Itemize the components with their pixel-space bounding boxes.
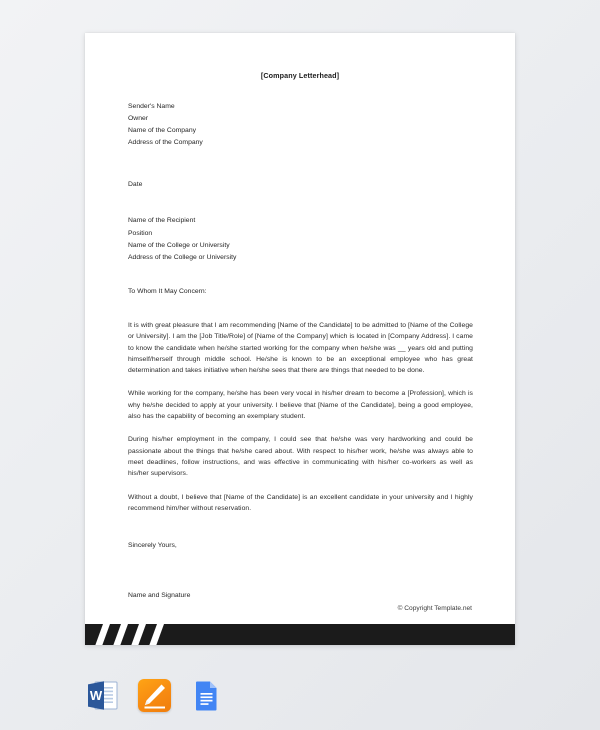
diagonal-stripe bbox=[111, 624, 130, 645]
recipient-line: Address of the College or University bbox=[128, 253, 237, 261]
spacer bbox=[128, 298, 473, 320]
sender-line: Name of the Company bbox=[128, 127, 197, 135]
recipient-address-block bbox=[128, 215, 473, 263]
closing-salutation: Sincerely Yours, bbox=[128, 542, 177, 550]
sender-line: Address of the Company bbox=[128, 139, 203, 147]
spacer bbox=[128, 552, 473, 592]
google-docs-icon[interactable] bbox=[190, 679, 223, 712]
spacer bbox=[128, 480, 473, 492]
recipient-line: Name of the Recipient bbox=[128, 217, 196, 225]
body-paragraph: It is with great pleasure that I am recommending [Name of the Candidate] to be admitted to [Name of the College or University]. I am the [Job Title/Role] of [Name of the Company] which is located in [Company Address]. I came to know the candidate when he/she started working for the company when he/she was __ years old and putting himself/herself through middle school. He/she is known to be an exceptional employee who has great determination and takes initiative when he/she sees that there are things that needed to be done. bbox=[128, 321, 473, 375]
spacer bbox=[128, 514, 473, 540]
body-paragraph: During his/her employment in the company, I could see that he/she was very hardworking and could be passionate about the things that he/she cared about. With respect to his/her work, he/she was always able to meet deadlines, follow instructions, and was effective in communicating with his/her co-workers as well as his/her supervisors. bbox=[128, 436, 473, 478]
document-page bbox=[85, 33, 515, 645]
spacer bbox=[128, 264, 473, 286]
diagonal-stripe bbox=[147, 624, 166, 645]
body-paragraph: While working for the company, he/she has been very vocal in his/her dream to become a [Profession], which is why he/she decided to apply at your university. I believe that [Name of the Candidate], being a good employee, also has the capability of becoming an exemplary student. bbox=[128, 390, 473, 421]
company-letterhead: [Company Letterhead] bbox=[260, 71, 340, 80]
diagonal-stripe bbox=[129, 624, 148, 645]
diagonal-stripe bbox=[93, 624, 112, 645]
sender-address-block bbox=[128, 101, 473, 149]
copyright-notice: © Copyright Template.net bbox=[397, 605, 472, 612]
recipient-line: Name of the College or University bbox=[128, 241, 230, 249]
sender-line: Sender's Name bbox=[128, 103, 175, 110]
signature-line: Name and Signature bbox=[128, 592, 191, 600]
spacer bbox=[128, 422, 473, 434]
svg-text:W: W bbox=[89, 688, 103, 703]
footer-bar bbox=[85, 624, 515, 645]
recipient-line: Position bbox=[128, 229, 153, 237]
date-field: Date bbox=[128, 181, 143, 189]
letter-body bbox=[128, 101, 473, 599]
microsoft-word-icon[interactable] bbox=[86, 679, 119, 712]
body-paragraph: Without a doubt, I believe that [Name of the Candidate] is an excellent candidate in your university and I highly recommend him/her without reservation. bbox=[128, 493, 473, 512]
spacer bbox=[128, 191, 473, 215]
sender-line: Owner bbox=[128, 115, 149, 123]
salutation: To Whom It May Concern: bbox=[128, 287, 207, 295]
file-format-icons bbox=[86, 679, 223, 712]
spacer bbox=[128, 376, 473, 388]
apple-pages-icon[interactable] bbox=[138, 679, 171, 712]
spacer bbox=[128, 149, 473, 179]
